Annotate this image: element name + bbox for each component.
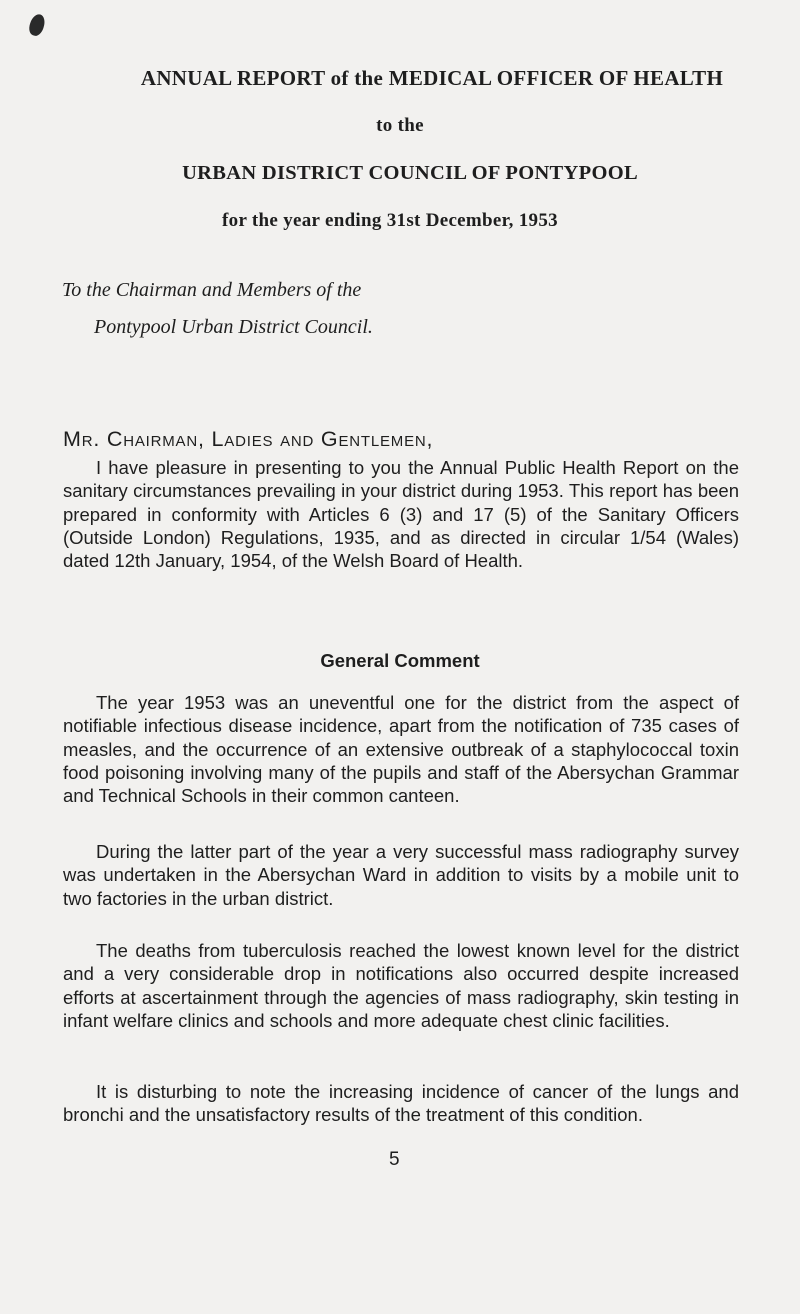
intro-paragraph-text: I have pleasure in presenting to you the Annual Public Health Report on the sanitary circumstances prevailing in your district during 1953. This report has been prepared in conformity with Articles 6 (3) and 17 (5) of the Sanitary Officers (Outside London) Regulations, 1935, and as directed in circular 1/54 (Wales) dated 12th January, 1954, of the Welsh Board of Health.	[63, 457, 739, 572]
addressee-line-1: To the Chairman and Members of the	[62, 279, 362, 301]
section-heading: General Comment	[320, 650, 480, 671]
body-paragraph-text: During the latter part of the year a very successful mass radiography survey was undertaken in the Abersychan Ward in addition to visits by a mobile unit to two factories in the urban district.	[63, 841, 739, 909]
greeting: Mr. Chairman, Ladies and Gentlemen,	[63, 427, 434, 451]
intro-paragraph	[63, 456, 739, 572]
body-paragraph-text: The deaths from tuberculosis reached the lowest known level for the district and a very considerable drop in notifications also occurred despite increased efforts at ascertainment through the agencies of mass radiography, skin testing in infant welfare clinics and schools and more adequate chest clinic facilities.	[63, 940, 739, 1031]
report-period: for the year ending 31st December, 1953	[222, 210, 558, 231]
report-title-connector: to the	[376, 115, 424, 136]
council-name: URBAN DISTRICT COUNCIL OF PONTYPOOL	[182, 162, 638, 184]
page-number: 5	[389, 1149, 400, 1170]
body-paragraph	[63, 840, 739, 910]
addressee-line-2: Pontypool Urban District Council.	[94, 316, 373, 338]
body-paragraph-text: The year 1953 was an uneventful one for the district from the aspect of notifiable infectious disease incidence, apart from the notification of 735 cases of measles, and the occurrence of an extensive outbreak of a staphylococcal toxin food poisoning involving many of the pupils and staff of the Abersychan Grammar and Technical Schools in their common canteen.	[63, 692, 739, 807]
report-title: ANNUAL REPORT of the MEDICAL OFFICER OF HEALTH	[140, 66, 724, 90]
body-paragraph	[63, 1080, 739, 1127]
body-paragraph	[63, 691, 739, 807]
body-paragraph-text: It is disturbing to note the increasing incidence of cancer of the lungs and bronchi and the unsatisfactory results of the treatment of this condition.	[63, 1081, 739, 1126]
ink-blot-mark	[27, 12, 47, 37]
body-paragraph	[63, 939, 739, 1032]
